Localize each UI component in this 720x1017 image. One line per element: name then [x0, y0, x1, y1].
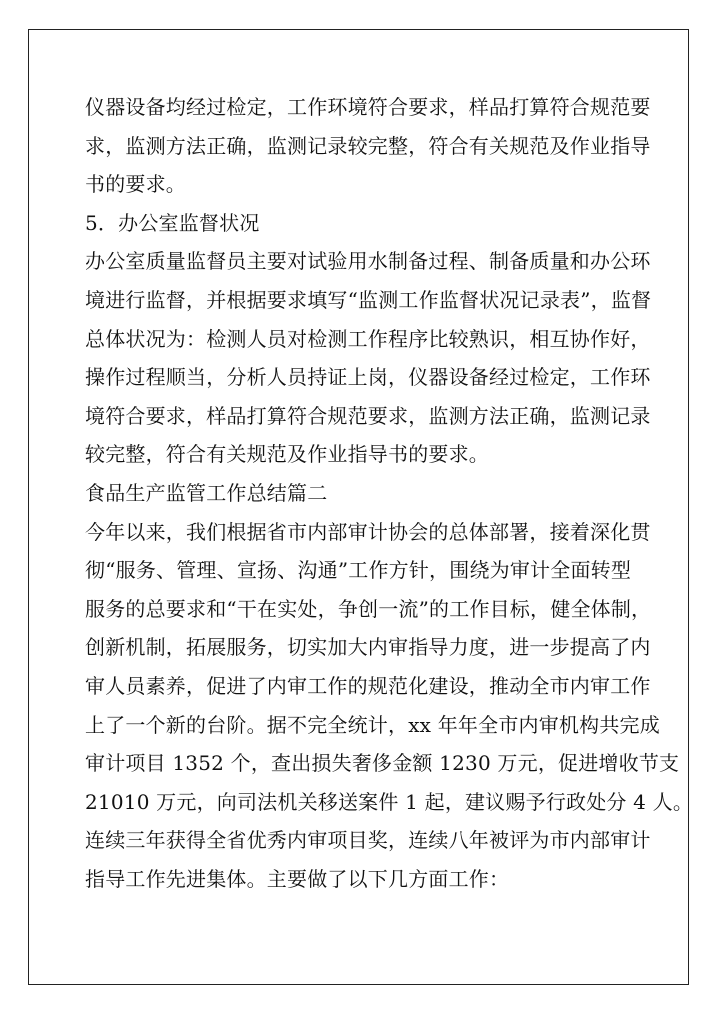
text-line: 书的要求。: [85, 172, 186, 197]
text-line: 上了一个新的台阶。据不完全统计，xx 年年全市内审机构共完成: [85, 712, 660, 737]
text-line: 总体状况为：检测人员对检测工作程序比较熟识，相互协作好，: [85, 326, 651, 351]
text-line: 操作过程顺当，分析人员持证上岗，仪器设备经过检定，工作环: [85, 365, 651, 390]
text-line: 连续三年获得全省优秀内审项目奖，连续八年被评为市内部审计: [85, 828, 651, 853]
text-line: 仪器设备均经过检定，工作环境符合要求，样品打算符合规范要: [85, 95, 651, 119]
text-line: 审计项目 1352 个，查出损失奢侈金额 1230 万元，促进增收节支: [85, 751, 680, 776]
text-line: 境进行监督，并根据要求填写“监测工作监督状况记录表”，监督: [85, 287, 652, 312]
text-line: 求，监测方法正确，监测记录较完整，符合有关规范及作业指导: [85, 133, 651, 158]
text-line: 办公室质量监督员主要对试验用水制备过程、制备质量和办公环: [85, 249, 651, 274]
text-line: 彻“服务、管理、宣扬、沟通”工作方针，围绕为审计全面转型: [85, 558, 632, 583]
document-body: [85, 88, 694, 898]
text-line: 境符合要求，样品打算符合规范要求，监测方法正确，监测记录: [85, 403, 651, 428]
text-line: 创新机制，拓展服务，切实加大内审指导力度，进一步提高了内: [85, 635, 651, 660]
text-line: 21010 万元，向司法机关移送案件 1 起，建议赐予行政处分 4 人。: [85, 789, 694, 814]
article-title: 食品生产监管工作总结篇二: [85, 480, 328, 505]
text-line: 服务的总要求和“干在实处，争创一流”的工作目标，健全体制，: [85, 596, 652, 621]
text-line: 审人员素养，促进了内审工作的规范化建设，推动全市内审工作: [85, 673, 651, 698]
text-line: 指导工作先进集体。主要做了以下几方面工作：: [85, 866, 510, 891]
text-line: 较完整，符合有关规范及作业指导书的要求。: [85, 442, 489, 467]
text-line: 今年以来，我们根据省市内部审计协会的总体部署，接着深化贯: [85, 519, 651, 544]
section-heading: 5．办公室监督状况: [85, 210, 260, 235]
